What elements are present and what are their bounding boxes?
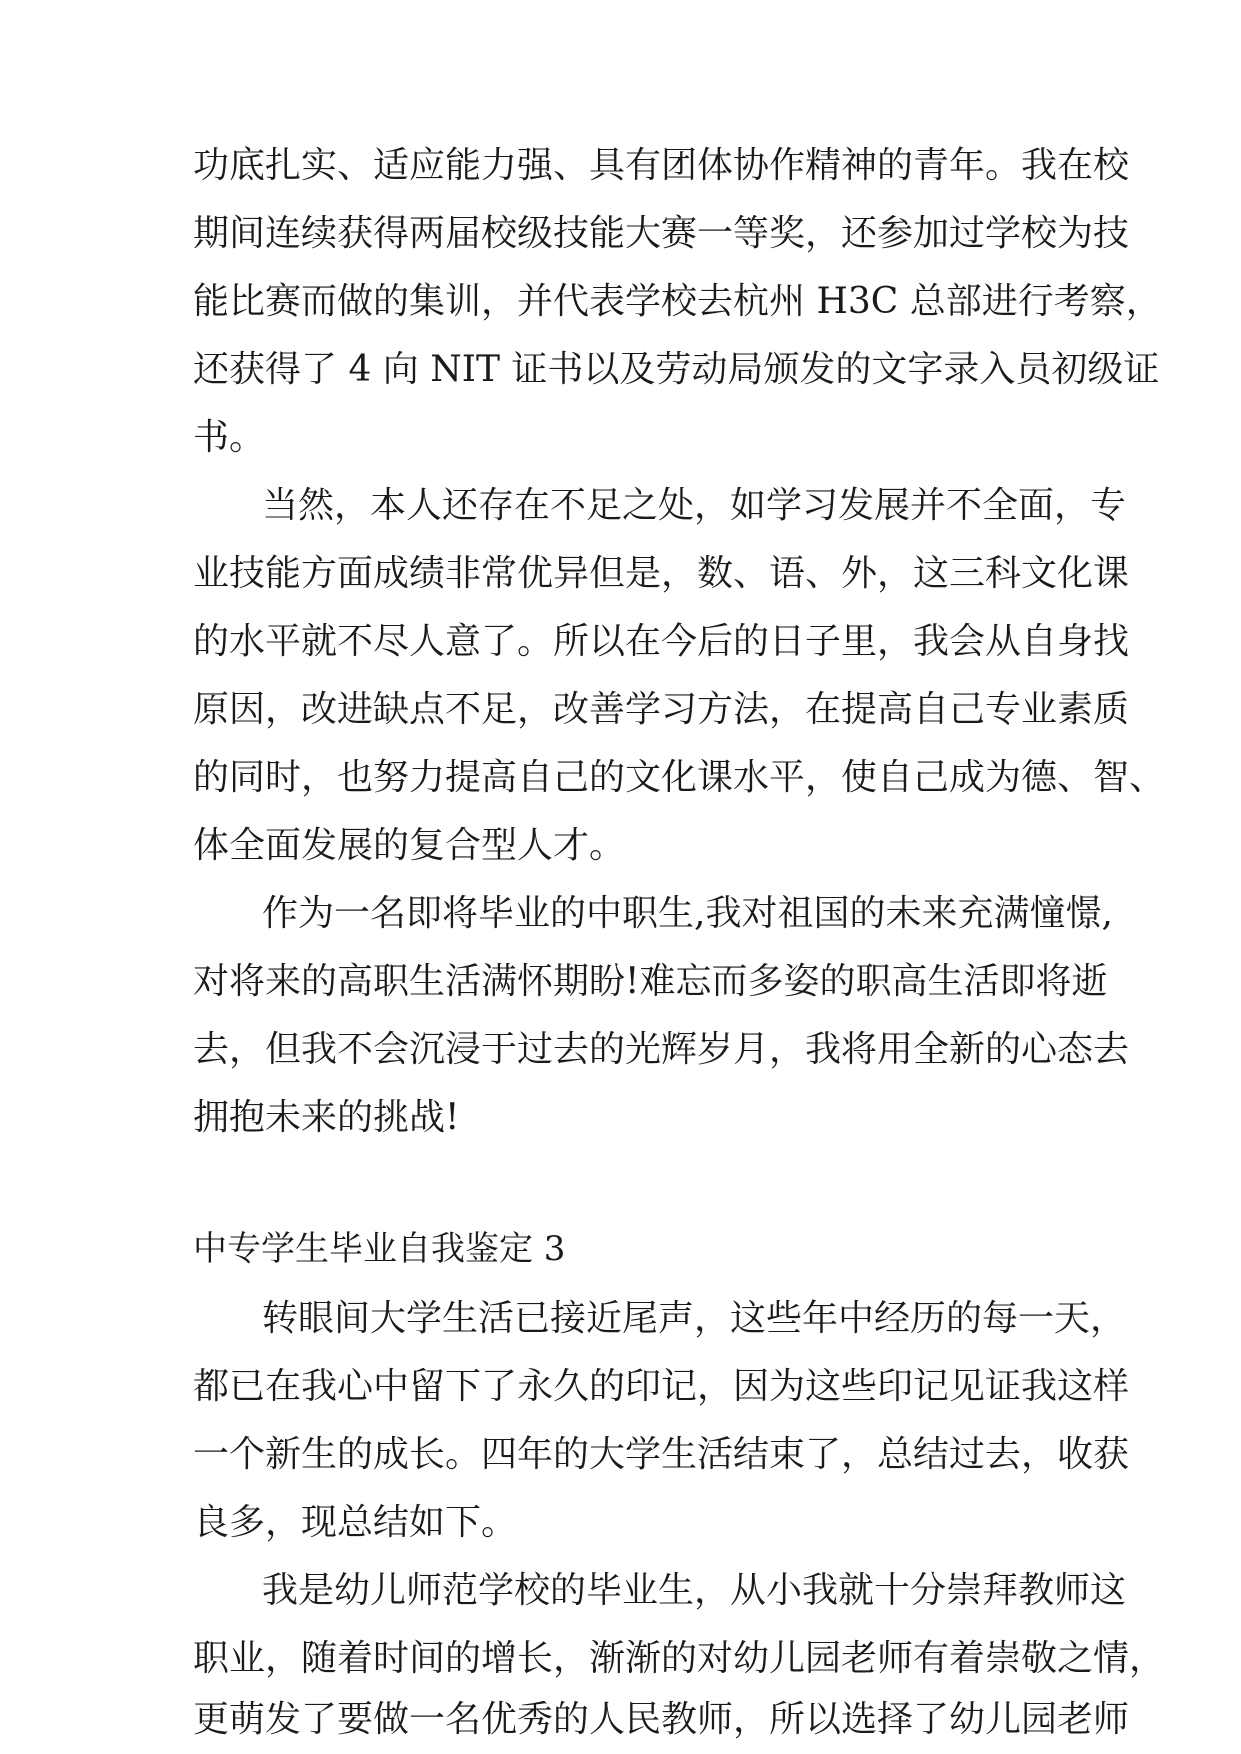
paragraph-line: 期间连续获得两届校级技能大赛一等奖，还参加过学校为技 [193,213,1130,254]
paragraph-line: 书。 [193,417,266,458]
paragraph-line: 去，但我不会沉浸于过去的光辉岁月，我将用全新的心态去 [193,1029,1130,1070]
paragraph-line: 转眼间大学生活已接近尾声，这些年中经历的每一天， [262,1298,1127,1339]
paragraph-line: 业技能方面成绩非常优异但是，数、语、外，这三科文化课 [193,553,1130,594]
paragraph-line: 能比赛而做的集训，并代表学校去杭州 H3C 总部进行考察， [193,281,1162,322]
paragraph-line: 一个新生的成长。四年的大学生活结束了，总结过去，收获 [193,1434,1130,1475]
paragraph-line: 体全面发展的复合型人才。 [193,825,626,866]
paragraph-line: 作为一名即将毕业的中职生,我对祖国的未来充满憧憬, [262,893,1113,934]
paragraph-line: 我是幼儿师范学校的毕业生，从小我就十分崇拜教师这 [262,1570,1127,1611]
paragraph-line: 更萌发了要做一名优秀的人民教师，所以选择了幼儿园老师 [193,1699,1130,1740]
paragraph-line: 职业，随着时间的增长，渐渐的对幼儿园老师有着崇敬之情， [193,1638,1166,1679]
paragraph-line: 原因，改进缺点不足，改善学习方法，在提高自己专业素质 [193,689,1130,730]
paragraph-line: 的水平就不尽人意了。所以在今后的日子里，我会从自身找 [193,621,1130,662]
paragraph-line: 功底扎实、适应能力强、具有团体协作精神的青年。我在校 [193,145,1130,186]
paragraph-line: 当然，本人还存在不足之处，如学习发展并不全面，专 [262,485,1127,526]
paragraph-line: 拥抱未来的挑战! [193,1097,460,1138]
section-heading: 中专学生毕业自我鉴定 3 [193,1229,566,1269]
paragraph-line: 良多，现总结如下。 [193,1502,518,1543]
paragraph-line: 对将来的高职生活满怀期盼!难忘而多姿的职高生活即将逝 [193,961,1108,1002]
paragraph-line: 还获得了 4 向 NIT 证书以及劳动局颁发的文字录入员初级证 [193,349,1160,390]
paragraph-line: 的同时，也努力提高自己的文化课水平，使自己成为德、智、 [193,757,1166,798]
paragraph-line: 都已在我心中留下了永久的印记，因为这些印记见证我这样 [193,1366,1130,1407]
